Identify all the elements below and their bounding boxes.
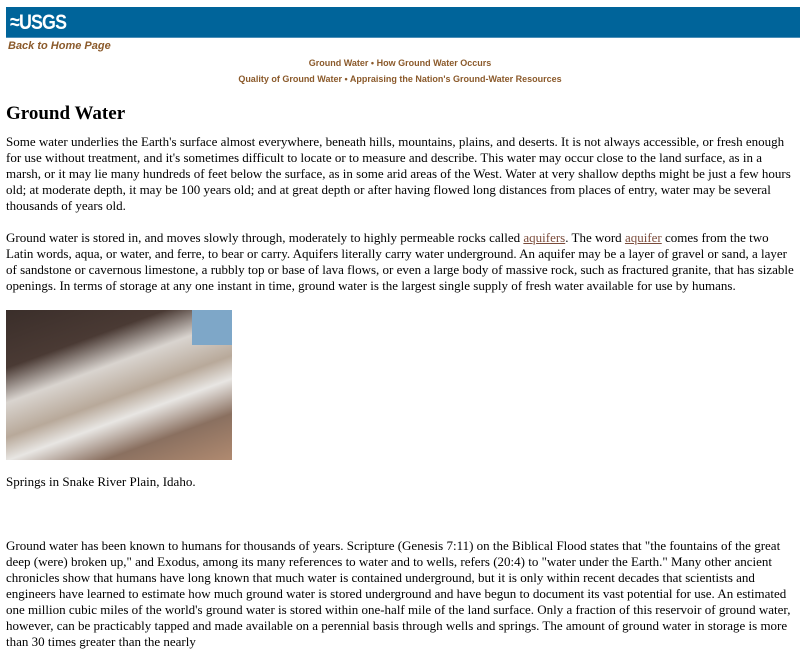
nav-quality[interactable]: Quality of Ground Water [238,74,342,84]
nav-appraising[interactable]: Appraising the Nation's Ground-Water Resources [349,74,562,84]
usgs-logo[interactable]: ≈USGS [10,11,67,34]
nav-how-ground-water-occurs[interactable]: How Ground Water Occurs [376,58,492,68]
separator: • [370,58,375,68]
back-to-home-link[interactable]: Back to Home Page [8,40,111,52]
photo-caption: Springs in Snake River Plain, Idaho. [6,474,196,489]
paragraph-1: Some water underlies the Earth's surface almost everywhere, beneath hills, mountains, plains, and deserts. It is not always accessible, or fresh enough for use without treatment, and it's sometimes difficult to locate or to measure and describe. This water may occur close to the land surface, as in a marsh, or it may lie many hundreds of feet below the surface, as in some arid areas of the West. Water at very shallow depths might be just a few hours old; at moderate depth, it may be 100 years old; and at great depth or after having flowed long distances from places of entry, water may be several thousands of years old. [6,134,791,213]
usgs-banner [6,7,800,38]
springs-photo [6,310,232,460]
aquifers-link[interactable]: aquifers [523,230,566,245]
nav-ground-water[interactable]: Ground Water [308,58,369,68]
main-content [6,103,796,666]
paragraph-2: Ground water is stored in, and moves slowly through, moderately to highly permeable rocks called aquifers. The word aquifer comes from the two Latin words, aqua, or water, and ferre, to bear or carry. Aquifers literally carry water underground. An aquifer may be a layer of gravel or sand, a layer of sandstone or cavernous limestone, a rubbly top or base of lava flows, or even a large body of massive rock, such as fractured granite, that has sizable openings. In terms of storage at any one instant in time, ground water is the largest single supply of fresh water available for use by humans. [6,230,794,293]
page-title: Ground Water [6,103,126,124]
aquifer-link[interactable]: aquifer [624,230,662,245]
nav-row-1 [0,58,800,68]
separator: • [344,74,348,84]
paragraph-3: Ground water has been known to humans for thousands of years. Scripture (Genesis 7:11) on the Biblical Flood states that "the fountains of the great deep (were) broken up," and Exodus, among its many references to water and to wells, refers (20:4) to "water under the Earth." Many other ancient chronicles show that humans have long known that much water is contained underground, but it is only within recent decades that scientists and engineers have learned to estimate how much ground water is stored underground and have begun to document its vast potential for use. An estimated one million cubic miles of the world's ground water is stored within one-half mile of the land surface. Only a fraction of this reservoir of ground water, however, can be practicably tapped and made available on a perennial basis through wells and springs. The amount of ground water in storage is more than 30 times greater than the nearly [6,538,791,649]
nav-row-2 [0,74,800,84]
